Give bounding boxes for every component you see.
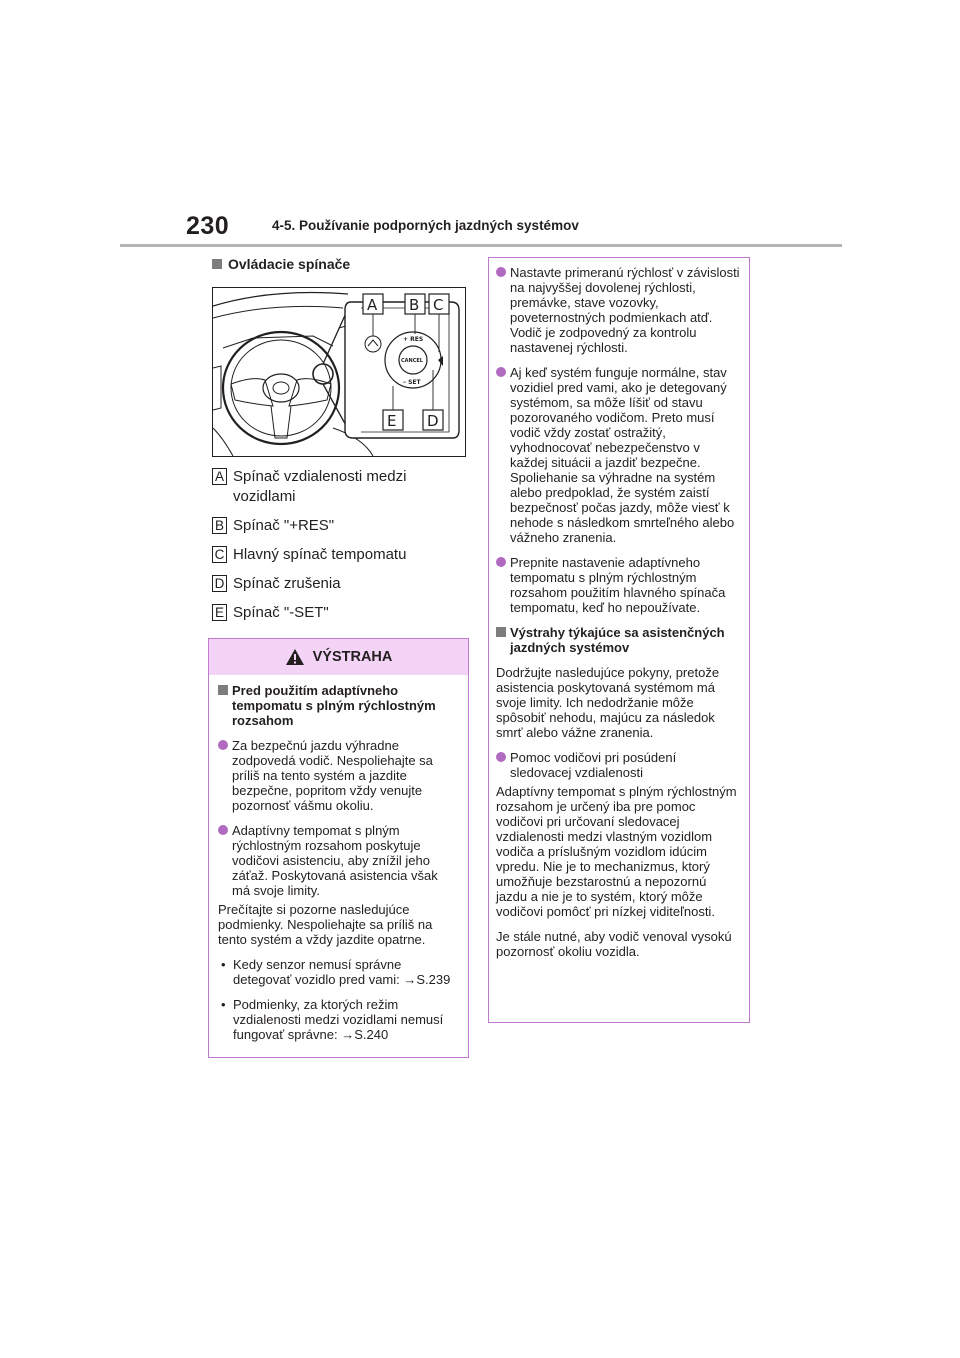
set-label: – SET: [403, 379, 421, 386]
info-paragraph: Adaptívny tempomat s plným rýchlostným rozsahom je určený iba pre pomoc vodičovi pri určovaní sledovacej vzdialenosti medzi vlastným vozidlom vodiča a príslušným vozidlom idúcim vpredu. Nie je to mechanizmus, ktorý umožňuje bezstarostnú a nepozornú jazdu a nie je to systém, ktorý môže vodičovi pomôcť pri nízkej viditeľnosti.: [496, 784, 737, 919]
figure-letter-b: B: [409, 296, 420, 314]
warning-header: [209, 639, 468, 675]
info-paragraph: Dodržujte nasledujúce pokyny, pretože asistencia poskytovaná systémom má svoje limity. Ich nedodržanie môže spôsobiť nehodu, majúcu za následok smrť alebo vážne zranenia.: [496, 665, 720, 740]
info-bullet-text: Pomoc vodičovi pri posúdení sledovacej vzdialenosti: [510, 750, 677, 780]
warning-bullet: [218, 738, 459, 813]
switches-heading: [212, 256, 470, 273]
warning-dash-item: [218, 997, 459, 1042]
dash-bullet: •: [221, 997, 226, 1012]
square-bullet-icon: [212, 259, 222, 269]
legend-item: [212, 467, 470, 507]
warning-triangle-icon: [285, 648, 305, 666]
bullet-dot-icon: [496, 367, 506, 377]
info-subheading: [496, 625, 740, 655]
letter-badge: B: [212, 517, 227, 534]
info-bullet: [496, 365, 740, 545]
bullet-dot-icon: [218, 740, 228, 750]
bullet-dot-icon: [496, 752, 506, 762]
letter-badge: D: [212, 575, 227, 592]
cancel-label: CANCEL: [401, 358, 423, 364]
warning-title: VÝSTRAHA: [312, 649, 393, 665]
chapter-title: 4-5. Používanie podporných jazdných systémov: [272, 218, 579, 233]
figure-letter-e: E: [387, 412, 397, 430]
info-bullet: [496, 750, 740, 780]
figure-letter-c: C: [433, 296, 444, 314]
page-number: 230: [186, 212, 230, 240]
info-bullet-text: Aj keď systém funguje normálne, stav vozidiel pred vami, ako je detegovaný systémom, sa môže líšiť od stavu pozorovaného vodičom. Preto musí vodič vždy zostať ostražitý, vyhodnocovať nebezpečenstvo v každej situácii a jazdiť bezpečne. Spoliehanie sa výhradne na systém alebo predpoklad, že systém zaistí bezpečnosť počas jazdy, môže viesť k nehode s následkom smrteľného alebo vážneho zranenia.: [510, 365, 735, 545]
legend-text: Spínač "+RES": [233, 517, 335, 534]
figure-letter-a: A: [367, 296, 378, 314]
warning-bullet: [218, 823, 459, 898]
legend-item: [212, 545, 470, 565]
square-bullet-icon: [218, 685, 228, 695]
letter-badge: A: [212, 468, 227, 485]
info-bullet-text: Prepnite nastavenie adaptívneho tempomatu s plným rýchlostným rozsahom použitím hlavného spínača tempomatu, keď ho nepoužívate.: [510, 555, 726, 615]
info-subheading-text: Výstrahy týkajúce sa asistenčných jazdných systémov: [510, 625, 725, 655]
figure-letter-d: D: [427, 412, 439, 430]
bullet-dot-icon: [218, 825, 228, 835]
warning-body: [209, 675, 468, 1042]
warning-paragraph: Prečítajte si pozorne nasledujúce podmienky. Nespoliehajte sa príliš na tento systém a vždy jazdite opatrne.: [218, 902, 433, 947]
letter-badge: E: [212, 604, 227, 621]
switches-title: Ovládacie spínače: [228, 256, 351, 272]
legend-item: [212, 574, 470, 594]
legend-text: Spínač vzdialenosti medzi vozidlami: [233, 468, 407, 505]
warning-dash-text: Kedy senzor nemusí správne detegovať vozidlo pred vami: →S.239: [233, 957, 451, 987]
legend-text: Hlavný spínač tempomatu: [233, 546, 407, 563]
warning-box: [208, 638, 469, 1058]
bullet-dot-icon: [496, 557, 506, 567]
steering-wheel-illustration: [213, 288, 465, 456]
legend-item: [212, 516, 470, 536]
letter-badge: C: [212, 546, 227, 563]
switch-legend: [212, 467, 470, 623]
warning-subheading: [218, 683, 459, 728]
warning-subheading-text: Pred použitím adaptívneho tempomatu s plným rýchlostným rozsahom: [232, 683, 436, 728]
res-label: + RES: [403, 336, 424, 343]
header-divider: [120, 244, 842, 247]
info-bullet-text: Nastavte primeranú rýchlosť v závislosti na najvyššej dovolenej rýchlosti, premávke, stave vozovky, poveternostných podmienkach atď. Vodič je zodpovedný za kontrolu nastavenej rýchlosti.: [510, 265, 740, 355]
square-bullet-icon: [496, 627, 506, 637]
info-bullet: [496, 555, 740, 615]
info-box: [488, 257, 750, 1023]
dash-bullet: •: [221, 957, 226, 972]
switches-section: [212, 256, 470, 632]
warning-dash-item: [218, 957, 459, 987]
warning-bullet-text: Adaptívny tempomat s plným rýchlostným rozsahom poskytuje vodičovi asistenciu, aby znížil jeho záťaž. Poskytovaná asistencia však má svoje limity.: [232, 823, 438, 898]
warning-bullet-text: Za bezpečnú jazdu výhradne zodpovedá vodič. Nespoliehajte sa príliš na tento systém a jazdite bezpečne, popritom vždy venujte pozornosť vášmu okoliu.: [232, 738, 433, 813]
legend-text: Spínač zrušenia: [233, 575, 341, 592]
warning-dash-text: Podmienky, za ktorých režim vzdialenosti medzi vozidlami nemusí fungovať správne: →S.240: [233, 997, 444, 1042]
info-bullet: [496, 265, 740, 355]
legend-text: Spínač "-SET": [233, 604, 329, 621]
info-paragraph: Je stále nutné, aby vodič venoval vysokú pozornosť okoliu vozidla.: [496, 929, 732, 959]
steering-wheel-figure: [212, 287, 466, 457]
bullet-dot-icon: [496, 267, 506, 277]
legend-item: [212, 603, 470, 623]
